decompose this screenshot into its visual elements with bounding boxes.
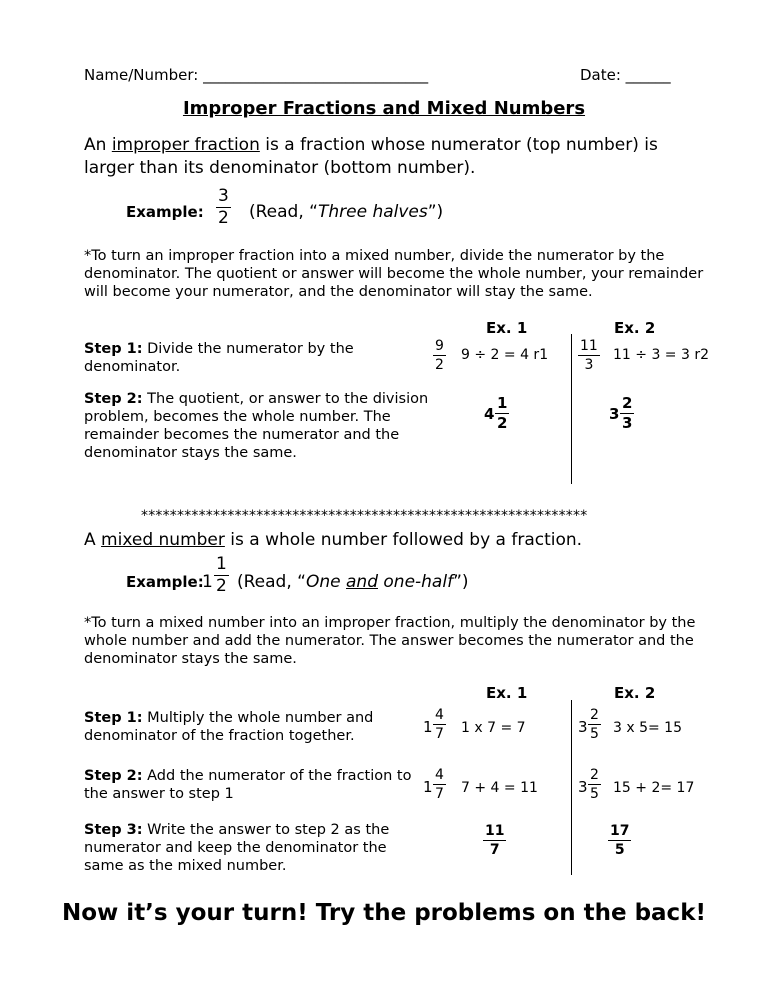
fraction-denominator: 7 xyxy=(489,842,500,858)
mixed-ex2-whole: 3 xyxy=(578,718,588,736)
fraction-denominator: 3 xyxy=(584,357,594,373)
mixed-ex2-header: Ex. 2 xyxy=(614,684,656,702)
mixed-ex2-fraction xyxy=(588,708,601,741)
mixed-ex2-fraction-2 xyxy=(588,768,601,801)
improper-ex1-fraction xyxy=(433,339,446,372)
improper-ex2-division: 11 ÷ 3 = 3 r2 xyxy=(613,347,710,363)
mixed-example-whole: 1 xyxy=(202,572,213,592)
mixed-term: mixed number xyxy=(101,530,225,550)
mixed-ex1-result-fraction xyxy=(483,824,506,857)
fraction-denominator: 2 xyxy=(216,576,227,596)
improper-ex1-result-fraction xyxy=(495,396,509,431)
mixed-ex1-fraction-2 xyxy=(433,768,446,801)
improper-ex2-result-whole: 3 xyxy=(609,405,620,423)
fraction-numerator: 11 xyxy=(580,338,598,354)
improper-example-label: Example: xyxy=(126,203,204,221)
fraction-denominator: 5 xyxy=(590,726,599,742)
improper-ex1-division: 9 ÷ 2 = 4 r1 xyxy=(461,347,549,363)
improper-ex1-header: Ex. 1 xyxy=(486,319,528,337)
fraction-denominator: 3 xyxy=(622,414,633,432)
mixed-example-label: Example: xyxy=(126,573,204,591)
mixed-ex2-whole-2: 3 xyxy=(578,778,588,796)
improper-step1: Step 1: Divide the numerator by the denominator. xyxy=(84,341,354,375)
fraction-denominator: 7 xyxy=(435,786,444,802)
improper-instruction: *To turn an improper fraction into a mixed number, divide the numerator by the denominator. The quotient or answer will become the whole number, your remainder will become your numerator, and the denominator will stay the same. xyxy=(84,248,704,300)
fraction-denominator: 2 xyxy=(218,208,229,228)
mixed-ex1-whole: 1 xyxy=(423,718,433,736)
column-divider xyxy=(571,334,572,484)
mixed-step3: Step 3: Write the answer to step 2 as the numerator and keep the denominator the same as the mixed number. xyxy=(84,822,390,874)
column-divider xyxy=(571,700,572,875)
improper-ex1-result-whole: 4 xyxy=(484,405,495,423)
mixed-ex1-header: Ex. 1 xyxy=(486,684,528,702)
improper-definition-line1: An improper fraction is a fraction whose numerator (top number) is xyxy=(84,135,658,155)
mixed-ex2-step2: 15 + 2= 17 xyxy=(613,780,695,796)
mixed-step2: Step 2: Add the numerator of the fraction to the answer to step 1 xyxy=(84,768,412,802)
mixed-step1: Step 1: Multiply the whole number and denominator of the fraction together. xyxy=(84,710,374,744)
fraction-denominator: 5 xyxy=(590,786,599,802)
fraction-numerator: 4 xyxy=(435,707,444,723)
improper-step2: Step 2: The quotient, or answer to the division problem, becomes the whole number. The remainder becomes the numerator and the denominator stays the same. xyxy=(84,391,429,461)
improper-ex2-fraction xyxy=(578,339,600,372)
page-title: Improper Fractions and Mixed Numbers xyxy=(182,98,586,119)
fraction-numerator: 4 xyxy=(435,767,444,783)
fraction-numerator: 2 xyxy=(622,394,633,412)
mixed-example-read: (Read, “One and one-half”) xyxy=(237,572,469,592)
date-field: Date: ______ xyxy=(580,66,671,84)
fraction-numerator: 3 xyxy=(218,186,229,206)
fraction-denominator: 2 xyxy=(435,357,444,373)
name-number-field: Name/Number: ______________________________ xyxy=(84,66,429,84)
fraction-numerator: 1 xyxy=(497,394,508,412)
mixed-ex2-result-fraction xyxy=(608,824,631,857)
mixed-ex1-step2: 7 + 4 = 11 xyxy=(461,780,538,796)
improper-example-fraction xyxy=(216,188,231,227)
footer-callout: Now it’s your turn! Try the problems on the back! xyxy=(62,900,706,926)
mixed-ex2-step1: 3 x 5= 15 xyxy=(613,720,682,736)
mixed-ex1-whole-2: 1 xyxy=(423,778,433,796)
mixed-ex1-fraction xyxy=(433,708,446,741)
fraction-denominator: 2 xyxy=(497,414,508,432)
fraction-numerator: 2 xyxy=(590,707,599,723)
improper-definition-line2: larger than its denominator (bottom number). xyxy=(84,158,476,178)
mixed-instruction: *To turn a mixed number into an improper fraction, multiply the denominator by the whole number and add the numerator. The answer becomes the numerator and the denominator stays the same. xyxy=(84,615,696,667)
fraction-numerator: 2 xyxy=(590,767,599,783)
improper-term: improper fraction xyxy=(111,135,260,155)
improper-ex2-result-fraction xyxy=(620,396,634,431)
mixed-example-fraction xyxy=(214,556,229,595)
section-separator: ************************************************************** xyxy=(141,508,588,524)
fraction-numerator: 1 xyxy=(216,554,227,574)
fraction-denominator: 7 xyxy=(435,726,444,742)
mixed-definition: A mixed number is a whole number followed by a fraction. xyxy=(84,530,583,550)
fraction-denominator: 5 xyxy=(614,842,625,858)
improper-example-read: (Read, “Three halves”) xyxy=(249,202,444,222)
mixed-ex1-step1: 1 x 7 = 7 xyxy=(461,720,526,736)
improper-ex2-header: Ex. 2 xyxy=(614,319,656,337)
fraction-numerator: 9 xyxy=(435,338,444,354)
fraction-numerator: 17 xyxy=(610,823,630,839)
fraction-numerator: 11 xyxy=(485,823,505,839)
